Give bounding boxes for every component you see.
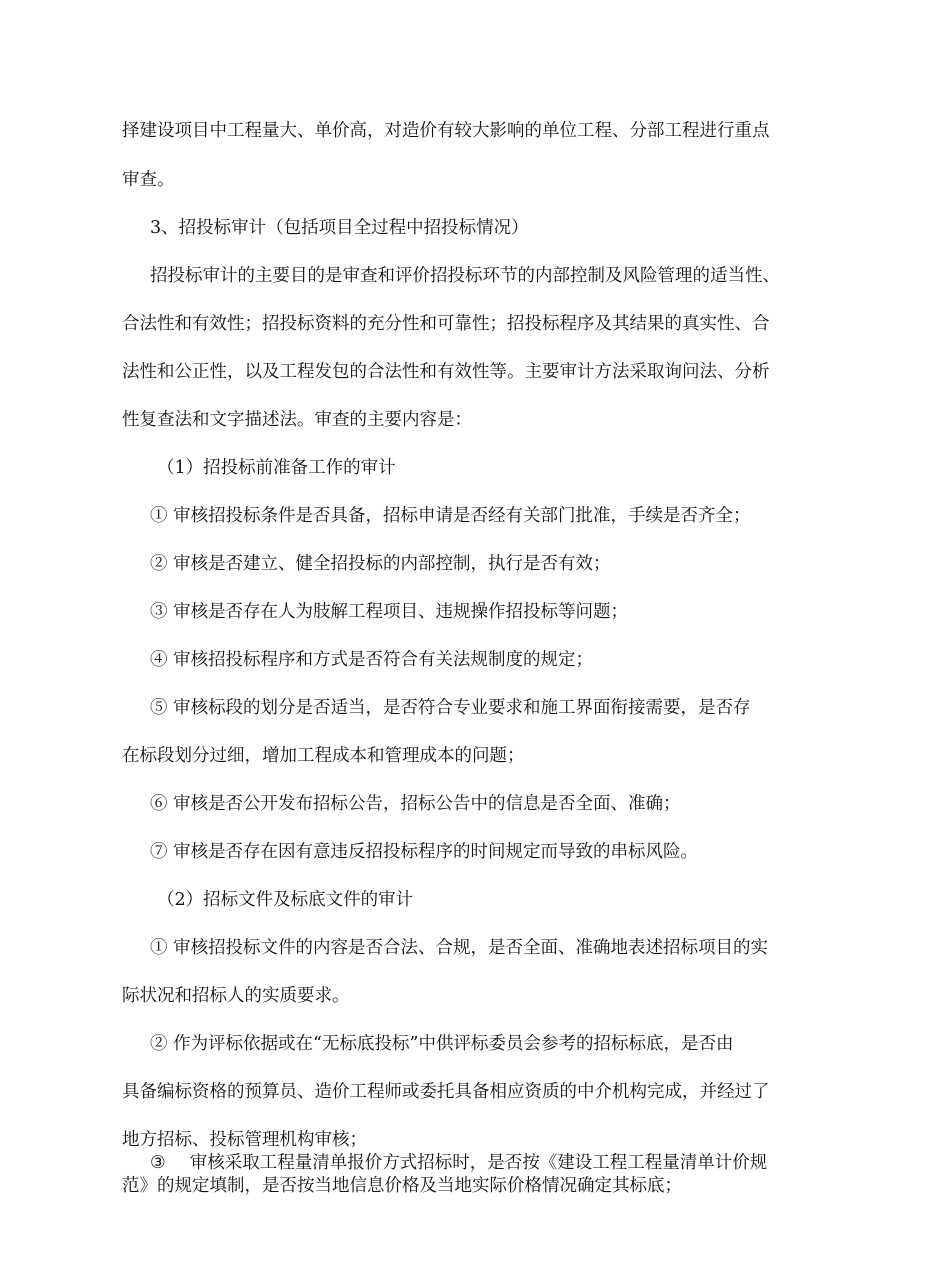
item-text: 审核采取工程量清单报价方式招标时，是否按《建设工程工程量清单计价规 bbox=[189, 1153, 768, 1173]
list-item-continuation: 范》的规定填制，是否按当地信息价格及当地实际价格情况确定其标底； bbox=[122, 1176, 682, 1196]
list-item: ② 作为评标依据或在“无标底投标”中供评标委员会参考的招标标底，是否由 bbox=[150, 1034, 734, 1054]
list-item: ⑦ 审核是否存在因有意违反招投标程序的时间规定而导致的串标风险。 bbox=[150, 842, 699, 862]
list-item bbox=[150, 1152, 850, 1174]
paragraph-line: 择建设项目中工程量大、单价高，对造价有较大影响的单位工程、分部工程进行重点 bbox=[122, 121, 770, 141]
paragraph-line: 合法性和有效性；招投标资料的充分性和可靠性；招投标程序及其结果的真实性、合 bbox=[122, 314, 770, 334]
list-item-continuation: 际状况和招标人的实质要求。 bbox=[122, 986, 350, 1006]
subsection-heading: （1）招投标前准备工作的审计 bbox=[157, 458, 396, 478]
paragraph-line: 性复查法和文字描述法。审查的主要内容是： bbox=[122, 410, 472, 430]
list-item-continuation: 地方招标、投标管理机构审核； bbox=[122, 1130, 367, 1150]
list-item-continuation: 在标段划分过细，增加工程成本和管理成本的问题； bbox=[122, 746, 525, 766]
list-item-continuation: 具备编标资格的预算员、造价工程师或委托具备相应资质的中介机构完成，并经过了 bbox=[122, 1082, 770, 1102]
paragraph-line: 招投标审计的主要目的是审查和评价招投标环节的内部控制及风险管理的适当性、 bbox=[150, 266, 780, 286]
subsection-heading: （2）招标文件及标底文件的审计 bbox=[157, 890, 414, 910]
list-item: ① 审核招投标条件是否具备，招标申请是否经有关部门批准，手续是否齐全； bbox=[150, 506, 751, 526]
paragraph-line: 法性和公正性，以及工程发包的合法性和有效性等。主要审计方法采取询问法、分析 bbox=[122, 362, 770, 382]
list-item: ⑤ 审核标段的划分是否适当，是否符合专业要求和施工界面衔接需要，是否存 bbox=[150, 698, 751, 718]
item-number: ③ bbox=[150, 1153, 166, 1173]
list-item: ④ 审核招投标程序和方式是否符合有关法规制度的规定； bbox=[150, 650, 594, 670]
list-item: ① 审核招投标文件的内容是否合法、合规，是否全面、准确地表述招标项目的实 bbox=[150, 938, 769, 958]
list-item: ⑥ 审核是否公开发布招标公告，招标公告中的信息是否全面、准确； bbox=[150, 794, 681, 814]
list-item: ③ 审核是否存在人为肢解工程项目、违规操作招投标等问题； bbox=[150, 602, 629, 622]
section-heading: 3、招投标审计（包括项目全过程中招投标情况） bbox=[150, 218, 529, 238]
paragraph-line: 审查。 bbox=[122, 170, 175, 190]
list-item: ② 审核是否建立、健全招投标的内部控制，执行是否有效； bbox=[150, 554, 611, 574]
